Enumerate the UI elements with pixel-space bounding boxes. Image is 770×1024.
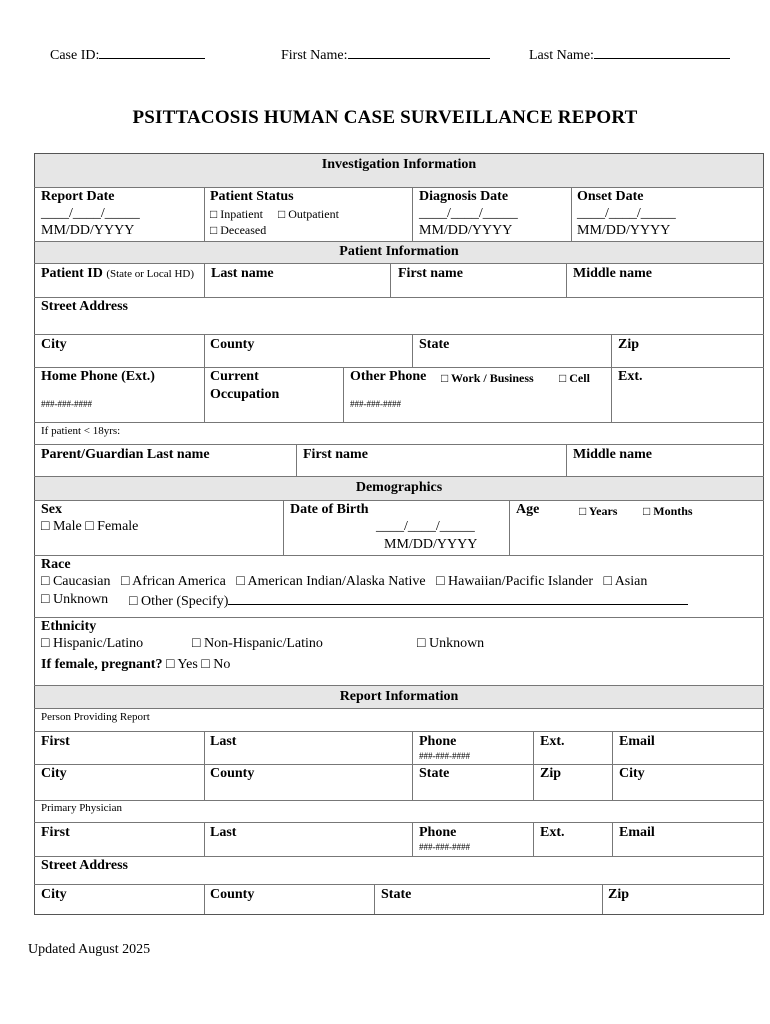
cell-checkbox[interactable]: □ Cell <box>559 371 590 385</box>
physician-zip-cell[interactable] <box>603 884 763 914</box>
patient-county-cell[interactable] <box>205 334 412 367</box>
header-last-name-field[interactable] <box>529 46 730 64</box>
reporter-email-label: Email <box>619 734 655 749</box>
age-months-checkbox[interactable]: □ Months <box>643 504 693 518</box>
patient-first-name-cell[interactable] <box>391 263 566 297</box>
race-cell <box>35 555 763 617</box>
patient-street-address-cell[interactable] <box>35 297 763 334</box>
dob-format: MM/DD/YYYY <box>384 537 478 552</box>
patient-status-cell <box>205 187 412 241</box>
race-options[interactable]: □ Caucasian □ African America □ American Indian/Alaska Native □ Hawaiian/Pacific Islander □ Asian <box>41 574 648 589</box>
patient-zip-label: Zip <box>618 337 640 352</box>
diagnosis-date-format: MM/DD/YYYY <box>419 223 513 238</box>
other-phone-ext-label: Ext. <box>618 369 643 384</box>
physician-ext-label: Ext. <box>540 825 565 840</box>
onset-date-cell[interactable] <box>572 187 763 241</box>
case-id-label: Case ID: <box>50 48 100 63</box>
investigation-heading: Investigation Information <box>35 154 763 187</box>
physician-state-label: State <box>381 887 412 902</box>
physician-zip-label: Zip <box>608 887 630 902</box>
reporter-county-label: County <box>210 766 255 781</box>
inpatient-checkbox[interactable]: □ Inpatient <box>210 207 263 221</box>
footer-updated: Updated August 2025 <box>28 942 151 957</box>
header-last-name-label: Last Name: <box>529 48 594 63</box>
dob-label: Date of Birth <box>290 502 369 517</box>
report-date-label: Report Date <box>41 189 115 204</box>
ethnicity-label: Ethnicity <box>41 619 97 634</box>
patient-county-label: County <box>210 337 255 352</box>
person-providing-label: Person Providing Report <box>41 711 150 723</box>
page-title: PSITTACOSIS HUMAN CASE SURVEILLANCE REPORT <box>132 107 638 128</box>
physician-email-label: Email <box>619 825 655 840</box>
patient-last-name-label: Last name <box>211 266 274 281</box>
home-phone-cell[interactable] <box>35 367 204 422</box>
patient-zip-cell[interactable] <box>612 334 763 367</box>
race-label: Race <box>41 557 71 572</box>
onset-date-label: Onset Date <box>577 189 644 204</box>
physician-county-label: County <box>210 887 255 902</box>
patient-city-label: City <box>41 337 67 352</box>
patient-middle-name-label: Middle name <box>573 266 652 281</box>
age-years-checkbox[interactable]: □ Years <box>579 504 618 518</box>
physician-county-cell[interactable] <box>205 884 374 914</box>
diagnosis-date-label: Diagnosis Date <box>419 189 509 204</box>
sex-cell <box>35 500 283 555</box>
date-of-birth-cell[interactable] <box>284 500 509 555</box>
physician-email-cell[interactable] <box>613 822 763 856</box>
physician-first-label: First <box>41 825 70 840</box>
guardian-last-name-label: Parent/Guardian Last name <box>41 447 210 462</box>
reporter-state-cell[interactable] <box>413 764 533 800</box>
patient-info-heading: Patient Information <box>35 241 763 263</box>
physician-street-address-label: Street Address <box>41 858 128 873</box>
pregnant-label: If female, pregnant? <box>41 657 163 672</box>
reporter-first-label: First <box>41 734 70 749</box>
sex-label: Sex <box>41 502 62 517</box>
home-phone-label: Home Phone (Ext.) <box>41 369 155 384</box>
other-phone-ext-cell[interactable] <box>612 367 763 422</box>
age-label: Age <box>516 502 540 517</box>
physician-phone-cell[interactable] <box>413 822 533 856</box>
patient-id-cell[interactable] <box>35 263 204 297</box>
physician-phone-format: ###-###-#### <box>419 842 470 852</box>
work-business-checkbox[interactable]: □ Work / Business <box>441 371 534 385</box>
other-phone-format: ###-###-#### <box>350 399 401 409</box>
reporter-email-cell[interactable] <box>613 731 763 764</box>
reporter-zip-cell[interactable] <box>534 764 612 800</box>
reporter-ext-cell[interactable] <box>534 731 612 764</box>
race-other-checkbox[interactable] <box>129 592 688 610</box>
physician-city-cell[interactable] <box>35 884 204 914</box>
reporter-last-label: Last <box>210 734 237 749</box>
reporter-city-label: City <box>41 766 67 781</box>
patient-middle-name-cell[interactable] <box>567 263 763 297</box>
patient-state-label: State <box>419 337 450 352</box>
reporter-ext-label: Ext. <box>540 734 565 749</box>
deceased-checkbox[interactable]: □ Deceased <box>210 223 267 237</box>
reporter-zip-label: Zip <box>540 766 562 781</box>
ethnicity-unknown-checkbox[interactable]: □ Unknown <box>417 636 485 651</box>
minor-note-row <box>35 422 763 444</box>
demographics-heading: Demographics <box>35 477 763 500</box>
physician-phone-label: Phone <box>419 825 457 840</box>
other-phone-cell[interactable] <box>344 367 611 422</box>
occupation-cell[interactable] <box>205 367 343 422</box>
age-cell[interactable] <box>510 500 763 555</box>
physician-last-label: Last <box>210 825 237 840</box>
patient-state-cell[interactable] <box>413 334 611 367</box>
hispanic-checkbox[interactable]: □ Hispanic/Latino <box>41 636 144 651</box>
physician-ext-cell[interactable] <box>534 822 612 856</box>
home-phone-format: ###-###-#### <box>41 399 92 409</box>
ethnicity-cell <box>35 617 763 685</box>
primary-physician-label: Primary Physician <box>41 802 122 814</box>
diagnosis-date-cell[interactable] <box>413 187 571 241</box>
report-date-blank: ____/____/_____ <box>41 206 140 221</box>
minor-note: If patient < 18yrs: <box>41 425 121 437</box>
diagnosis-date-blank: ____/____/_____ <box>419 206 518 221</box>
patient-id-note: (State or Local HD) <box>106 268 194 280</box>
reporter-phone-label: Phone <box>419 734 457 749</box>
occupation-label-line2: Occupation <box>210 387 280 402</box>
person-providing-row <box>35 708 763 731</box>
dob-blank: ____/____/_____ <box>376 519 475 534</box>
guardian-middle-name-label: Middle name <box>573 447 652 462</box>
patient-city-cell[interactable] <box>35 334 204 367</box>
outpatient-checkbox[interactable]: □ Outpatient <box>278 207 339 221</box>
report-date-cell[interactable] <box>35 187 204 241</box>
guardian-first-name-cell[interactable] <box>297 444 566 476</box>
guardian-first-name-label: First name <box>303 447 368 462</box>
race-unknown-checkbox[interactable]: □ Unknown <box>41 592 109 607</box>
case-id-field[interactable] <box>50 46 205 64</box>
reporter-phone-cell[interactable] <box>413 731 533 764</box>
guardian-middle-name-cell[interactable] <box>567 444 763 476</box>
reporter-city2-cell[interactable] <box>613 764 763 800</box>
race-other-label: □ Other (Specify) <box>129 594 229 609</box>
physician-street-address-cell[interactable] <box>35 856 763 884</box>
patient-first-name-label: First name <box>398 266 463 281</box>
physician-city-label: City <box>41 887 67 902</box>
reporter-state-label: State <box>419 766 450 781</box>
physician-first-cell[interactable] <box>35 822 204 856</box>
reporter-city2-label: City <box>619 766 645 781</box>
report-date-format: MM/DD/YYYY <box>41 223 135 238</box>
patient-street-address-label: Street Address <box>41 299 128 314</box>
onset-date-format: MM/DD/YYYY <box>577 223 671 238</box>
patient-status-label: Patient Status <box>210 189 294 204</box>
non-hispanic-checkbox[interactable]: □ Non-Hispanic/Latino <box>192 636 323 651</box>
reporter-city-cell[interactable] <box>35 764 204 800</box>
onset-date-blank: ____/____/_____ <box>577 206 676 221</box>
reporter-last-cell[interactable] <box>205 731 412 764</box>
occupation-label-line1: Current <box>210 369 259 384</box>
other-phone-label: Other Phone <box>350 369 427 384</box>
physician-last-cell[interactable] <box>205 822 412 856</box>
reporter-phone-format: ###-###-#### <box>419 751 470 761</box>
reporter-first-cell[interactable] <box>35 731 204 764</box>
primary-physician-row <box>35 800 763 822</box>
report-info-heading: Report Information <box>35 686 763 708</box>
reporter-county-cell[interactable] <box>205 764 412 800</box>
sex-options[interactable]: □ Male □ Female <box>41 519 139 534</box>
header-first-name-field[interactable] <box>281 46 490 64</box>
guardian-last-name-cell[interactable] <box>35 444 296 476</box>
patient-id-label: Patient ID <box>41 266 103 281</box>
header-first-name-label: First Name: <box>281 48 348 63</box>
pregnant-options[interactable]: □ Yes □ No <box>165 657 231 672</box>
patient-last-name-cell[interactable] <box>205 263 390 297</box>
physician-state-cell[interactable] <box>375 884 602 914</box>
